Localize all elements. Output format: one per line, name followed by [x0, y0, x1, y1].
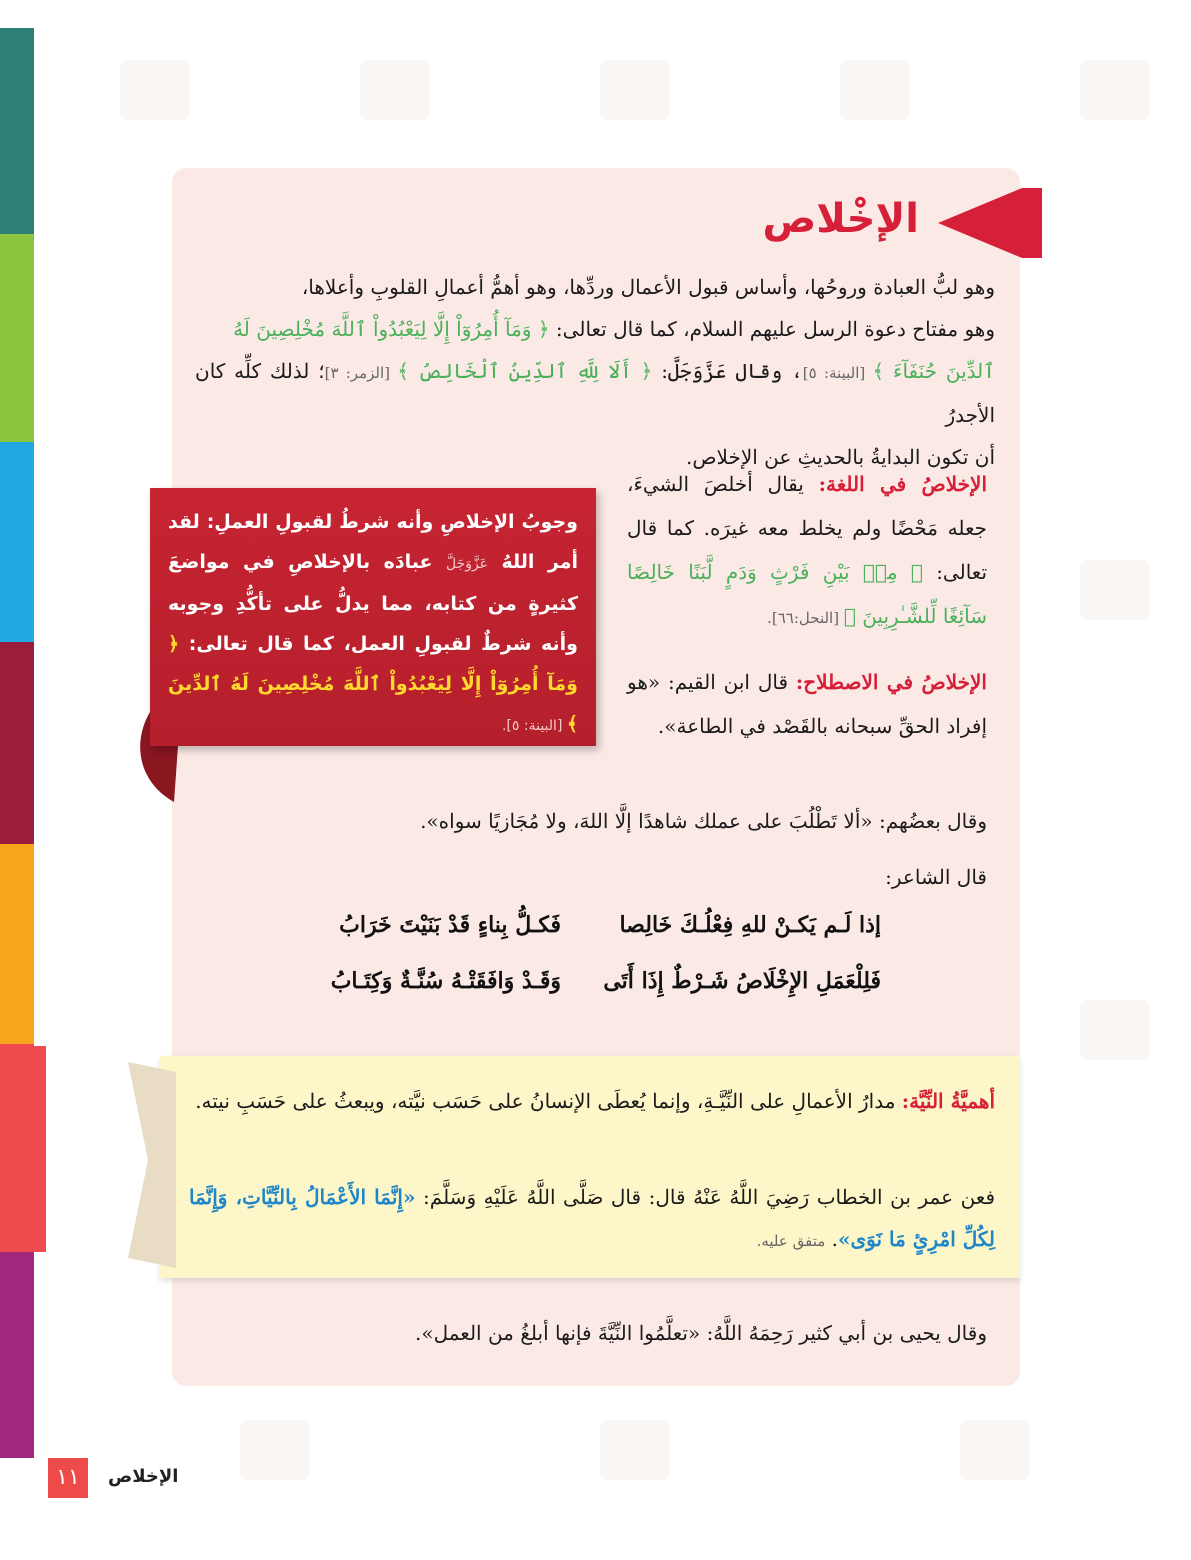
lang-def-label: الإخلاصُ في اللغة: [818, 472, 987, 496]
bar-purple [0, 1250, 34, 1458]
watermark [1080, 60, 1150, 120]
hadith-end: . [825, 1227, 838, 1251]
term-definition [627, 660, 987, 748]
poem-line-2-left: وَقَـدْ وَافَقَتْـهُ سُنَّـةٌ وَكِتَـابُ [330, 968, 561, 994]
quran-verse: ﴿ مِنۢ بَيْنِ فَرْثٍ وَدَمٍ لَّبَنًا خَالِصًا سَآئِغًا لِّلشَّـٰرِبِينَ ﴾ [627, 560, 987, 628]
poem-line-1-left: فَكـلُّ بِناءٍ قَدْ بَنَيْتَ خَرَابُ [339, 912, 561, 938]
bar-blue [0, 442, 34, 642]
hadith-source: متفق عليه. [756, 1232, 826, 1250]
verse-reference: [النحل:٦٦]. [767, 609, 844, 627]
honorific: عَزَّوَجَلَّ [445, 556, 489, 572]
page-number: ١١ [48, 1458, 88, 1498]
closing-saying: وقال يحيى بن أبي كثير رَحِمَهُ اللَّهُ: «تعلَّمُوا النِّيَّةَ فإنها أبلغُ من العمل». [415, 1321, 987, 1345]
lang-def-text: يقال أخلصَ الشيءَ، جعله مَحْضًا ولم يخلط معه غيرَه. كما قال تعالى: [627, 472, 988, 584]
poem-line-1-right: إذا لَـم يَكـنْ للهِ فِعْلُـكَ خَالِصا [619, 912, 881, 938]
intro-text: ؛ لذلك كلِّه كان الأجدرُ [195, 359, 995, 427]
hadith [189, 1176, 995, 1262]
note-text: عبادَه بالإخلاصِ في مواضعَ كثيرةٍ من كتابه، مما يدلُّ على تأكُّدِ وجوبه وأنه شرطٌ لقبولِ العمل، كما قال تعالى: [168, 551, 578, 655]
watermark [600, 60, 670, 120]
watermark [840, 60, 910, 120]
watermark [240, 1420, 310, 1480]
intention-paragraph [189, 1080, 995, 1122]
verse-reference: [البينة: ٥] [802, 364, 873, 382]
intro-line-3 [195, 350, 995, 436]
hadith-quote: «إِنَّمَا الأَعْمَالُ بِالنِّيَّاتِ، وَإِنَّمَا لِكُلِّ امْرِئٍ مَا نَوَى» [189, 1185, 995, 1251]
banner-tab [0, 1046, 46, 1252]
bar-maroon [0, 642, 34, 844]
quran-verse: ﴿ وَمَآ أُمِرُوٓاْ إِلَّا لِيَعْبُدُواْ ٱللَّهَ مُخْلِصِينَ لَهُ ٱلدِّينَ ﴾ [168, 633, 578, 735]
note-text: لقد أمر اللهُ [168, 511, 578, 573]
saying: وقال بعضُهم: «ألا تَطْلُبَ على عملك شاهدًا إلَّا اللهَ، ولا مُجَازيًا سواه». [420, 809, 987, 833]
quran-verse: ٱلدِّينَ حُنَفَآءَ ﴾ [872, 359, 995, 383]
intention-text: مدارُ الأعمالِ على النِّيَّـةِ، وإنما يُعطَى الإنسانُ على حَسَب نيَّته، ويبعثُ على حَسَبِ نيته. [195, 1089, 902, 1113]
title-ribbon-icon [938, 188, 1042, 258]
quran-verse: ﴿ وَمَآ أُمِرُوٓاْ إِلَّا لِيَعْبُدُواْ ٱللَّهَ مُخْلِصِينَ لَهُ [233, 317, 550, 341]
intro-paragraph [195, 266, 995, 478]
obligation-note [150, 488, 596, 746]
watermark [360, 60, 430, 120]
intro-text: وهو مفتاح دعوة الرسل عليهم السلام، كما قال تعالى: [549, 317, 995, 341]
footer-chapter: الإخلاص [108, 1466, 179, 1487]
quran-verse: ﴿ أَلَا لِلَّهِ ٱلدِّينُ ٱلْخَالِصُ ﴾ [397, 359, 653, 383]
bar-teal [0, 28, 34, 234]
watermark [120, 60, 190, 120]
intro-line-1: وهو لبُّ العبادة وروحُها، وأساس قبول الأعمال وردِّها، وهو أهمُّ أعمالِ القلوبِ وأعلاها، [301, 275, 995, 299]
bar-green [0, 234, 34, 442]
scroll-edge-icon [128, 1062, 176, 1268]
bar-orange [0, 844, 34, 1044]
intro-text: ، وقال عَزَّوَجَلَّ: [652, 359, 803, 383]
verse-reference: [البينة: ٥]. [501, 718, 567, 734]
watermark [600, 1420, 670, 1480]
lang-definition [627, 462, 987, 640]
page-title: الإخْلاص [762, 196, 919, 242]
intention-label: أهميَّةُ النِّيَّة: [901, 1089, 995, 1113]
note-heading: وجوبُ الإخلاصِ وأنه شرطُ لقبولِ العملِ: [206, 511, 578, 533]
intro-line-2 [195, 308, 995, 350]
term-def-label: الإخلاصُ في الاصطلاح: [795, 670, 987, 694]
watermark [1080, 560, 1150, 620]
watermark [960, 1420, 1030, 1480]
poem-line-2-right: فَلِلْعَمَلِ الإِخْلَاصُ شَـرْطٌ إِذَا أَتَى [603, 968, 881, 994]
intro-line-4: أن تكون البدايةُ بالحديثِ عن الإخلاص. [685, 445, 995, 469]
verse-reference: [الزمر: ٣] [324, 364, 398, 382]
hadith-intro: فعن عمر بن الخطاب رَضِيَ اللَّهُ عَنْهُ قال: قال صَلَّى اللَّهُ عَلَيْهِ وَسَلَّمَ: [415, 1185, 996, 1209]
watermark [1080, 1000, 1150, 1060]
poet-intro: قال الشاعر: [885, 865, 987, 889]
term-def-text: قال ابن القيم: «هو إفراد الحقِّ سبحانه بالقَصْد في الطاعة». [627, 670, 987, 738]
